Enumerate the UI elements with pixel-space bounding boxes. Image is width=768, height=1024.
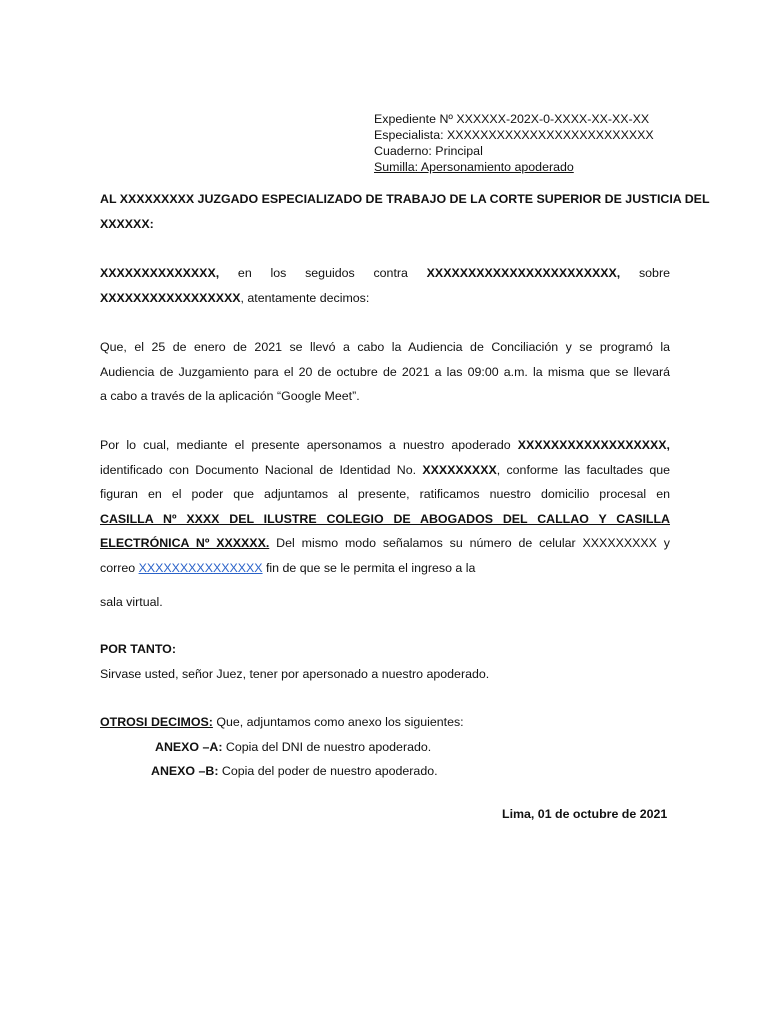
word: seguidos	[305, 266, 355, 280]
word: contra	[373, 266, 408, 280]
word: los	[270, 266, 287, 280]
case-header	[374, 111, 654, 175]
place-and-date: Lima, 01 de octubre de 2021	[502, 807, 668, 821]
representation-paragraph	[100, 433, 670, 580]
parties-paragraph	[100, 261, 670, 310]
annex-b-label: ANEXO –B:	[151, 764, 219, 778]
word: sobre	[638, 266, 670, 280]
expediente-label: Expediente Nº	[374, 112, 457, 126]
expediente-line	[374, 111, 654, 127]
rep-line-6	[100, 556, 670, 581]
parties-closing: , atentamente decimos:	[240, 290, 370, 305]
otrosi-section	[100, 710, 670, 735]
addressee	[100, 187, 710, 236]
parties-line-1	[100, 261, 670, 286]
parties-line-2	[100, 286, 670, 311]
sumilla-line: Sumilla: Apersonamiento apoderado	[374, 160, 574, 174]
hearing-paragraph	[100, 335, 670, 409]
rep-text: identificado con Documento Nacional de Identidad No.	[100, 462, 423, 477]
opponent-name: XXXXXXXXXXXXXXXXXXXXXXX,	[426, 266, 621, 280]
rep-text: fin de que se le permita el ingreso a la	[262, 560, 476, 575]
rep-line-2	[100, 458, 670, 483]
casilla-electronica: ELECTRÓNICA Nº XXXXXX.	[100, 536, 270, 550]
por-tanto-title: POR TANTO:	[100, 642, 176, 656]
apoderado-name: XXXXXXXXXXXXXXXXXX,	[517, 438, 670, 452]
dni-number: XXXXXXXXX	[422, 462, 497, 477]
rep-text: Por lo cual, mediante el presente apersonamos a nuestro apoderado	[100, 438, 518, 452]
cuaderno-line: Cuaderno: Principal	[374, 144, 483, 158]
annex-b	[151, 759, 438, 783]
por-tanto-text: Sirvase usted, señor Juez, tener por apersonado a nuestro apoderado.	[100, 666, 490, 681]
matter: XXXXXXXXXXXXXXXXX	[100, 290, 241, 305]
rep-text: y	[656, 536, 670, 550]
hearing-line-3: a cabo a través de la aplicación “Google Meet”.	[100, 389, 360, 403]
rep-text: , conforme las facultades que	[496, 462, 670, 477]
annex-a-text: Copia del DNI de nuestro apoderado.	[222, 740, 432, 754]
por-tanto-section	[100, 637, 670, 686]
rep-line-1	[100, 433, 670, 458]
annex-a-label: ANEXO –A:	[155, 740, 223, 754]
addressee-line-2: XXXXXX:	[100, 216, 154, 231]
hearing-line-1: Que, el 25 de enero de 2021 se llevó a cabo la Audiencia de Conciliación y se programó la	[100, 340, 670, 354]
rep-text: correo	[100, 560, 139, 575]
email-link[interactable]: XXXXXXXXXXXXXXX	[138, 560, 263, 575]
casilla-line: CASILLA Nº XXXX DEL ILUSTRE COLEGIO DE ABOGADOS DEL CALLAO Y CASILLA	[100, 511, 670, 526]
hearing-line-2: Audiencia de Juzgamiento para el 20 de octubre de 2021 a las 09:00 a.m. la misma que se llevará	[100, 364, 670, 379]
otrosi-text: Que, adjuntamos como anexo los siguientes:	[212, 715, 464, 729]
otrosi-label: OTROSI DECIMOS:	[100, 715, 213, 729]
especialista-line	[374, 127, 654, 143]
especialista-name: XXXXXXXXXXXXXXXXXXXXXXXXX	[447, 128, 654, 142]
addressee-line-1: AL XXXXXXXXX JUZGADO ESPECIALIZADO DE TRABAJO DE LA CORTE SUPERIOR DE JUSTICIA DEL	[100, 192, 710, 206]
rep-text: Del mismo modo señalamos su número de celular	[269, 536, 583, 550]
expediente-number: XXXXXX-202X-0-XXXX-XX-XX-XX	[456, 112, 650, 126]
rep-line-5	[100, 531, 670, 556]
especialista-label: Especialista:	[374, 128, 448, 142]
word: en	[237, 266, 252, 280]
rep-text: sala virtual.	[100, 595, 163, 609]
phone-number: XXXXXXXXX	[582, 536, 657, 550]
rep-line-3: figuran en el poder que adjuntamos al presente, ratificamos nuestro domicilio procesal en	[100, 487, 670, 501]
rep-line-7	[100, 590, 670, 615]
annex-a	[155, 735, 431, 759]
annex-b-text: Copia del poder de nuestro apoderado.	[218, 764, 438, 778]
otrosi-line	[100, 710, 670, 735]
party-name: XXXXXXXXXXXXXX,	[100, 266, 220, 280]
